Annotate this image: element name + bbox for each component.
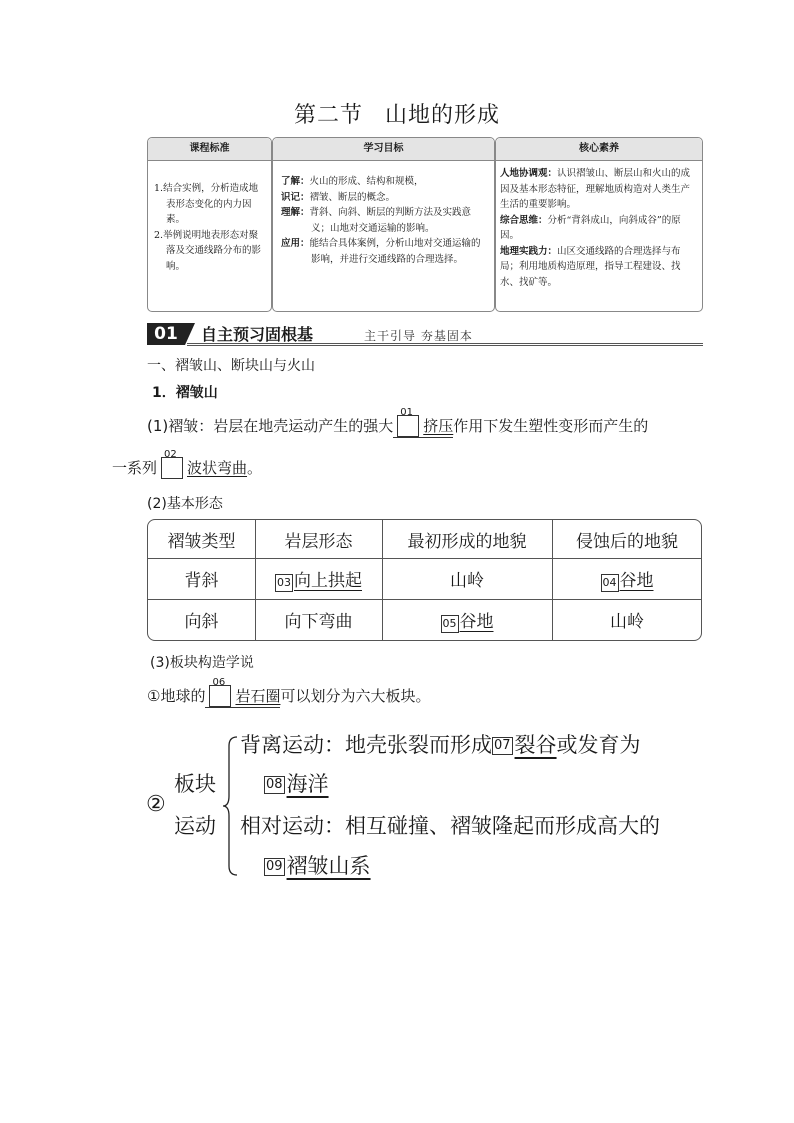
- core-literacy-header: 核心素养: [496, 138, 702, 161]
- course-standard-header: 课程标准: [148, 138, 271, 161]
- header-rock-form: 岩层形态: [284, 531, 353, 552]
- goal-item: 理解：背斜、向斜、断层的判断方法及实践意义；山地对交通运输的影响。: [281, 207, 472, 234]
- title-topic: 山地的形成: [385, 103, 501, 128]
- header-initial-landform: 最初形成的地貌: [407, 531, 527, 552]
- section-heading: 一、褶皱山、断块山与火山: [147, 358, 315, 374]
- brace-icon: [222, 736, 238, 876]
- divergent-line: 背离运动：地壳张裂而形成 07 裂谷或发育为: [240, 733, 641, 757]
- cell-syncline: 向斜: [184, 612, 219, 632]
- cell-syncline-initial: 05 谷地: [442, 611, 494, 632]
- plate-theory-label: (3)板块构造学说: [150, 655, 254, 671]
- cell-syncline-form: 向下弯曲: [284, 612, 353, 632]
- blank-01: 01: [397, 415, 419, 437]
- literacy-item: 人地协调观：认识褶皱山、断层山和火山的成因及基本形态特征，理解地质构造对人类生产生活的重要影响。: [500, 168, 691, 210]
- core-literacy-column: [495, 137, 703, 312]
- goal-item: 了解：火山的形成、结构和规模，: [281, 176, 424, 187]
- goal-item: 应用：能结合具体案例，分析山地对交通运输的影响，并进行交通线路的合理选择。: [281, 238, 481, 265]
- course-standard-column: [147, 137, 272, 312]
- cell-anticline-form: 03 向上拱起: [277, 570, 362, 591]
- convergent-line-2: 09 褶皱山系: [266, 854, 371, 878]
- page-title: [0, 98, 794, 129]
- convergent-line: 相对运动：相互碰撞、褶皱隆起而形成高大的: [240, 814, 660, 838]
- header-fold-type: 褶皱类型: [167, 531, 236, 552]
- fold-definition-line1: (1)褶皱：岩层在地壳运动产生的强大 01 挤压作用下发生塑性变形而产生的: [147, 415, 648, 438]
- banner-title: 自主预习固根基: [201, 325, 314, 344]
- blank-06: 06: [209, 685, 231, 707]
- learning-goal-column: [272, 137, 495, 312]
- goal-item: 识记：褶皱、断层的概念。: [281, 191, 396, 203]
- banner-subtitle: 主干引导 夯基固本: [364, 329, 473, 343]
- standards-table: [147, 137, 703, 312]
- banner-number: 01: [147, 323, 185, 345]
- course-item: 1.结合实例，分析造成地表形态变化的内力因素。: [154, 183, 259, 225]
- cell-anticline-initial: 山岭: [450, 571, 484, 591]
- fold-definition-line2: 一系列 02 波状弯曲。: [112, 449, 263, 477]
- title-section: 第二节: [293, 103, 363, 128]
- cell-anticline: 背斜: [184, 571, 219, 591]
- learning-goal-header: 学习目标: [273, 138, 494, 161]
- fold-table: [147, 519, 702, 641]
- circle-number: ②: [146, 792, 166, 817]
- literacy-item: 综合思维：分析“背斜成山，向斜成谷”的原因。: [500, 214, 681, 241]
- subsection-heading: 1．褶皱山: [152, 385, 218, 401]
- course-item: 2.举例说明地表形态对聚落及交通线路分布的影响。: [154, 229, 262, 272]
- blank-02: 02: [161, 457, 183, 479]
- section-banner: [147, 321, 703, 347]
- plate-theory-line1: ①地球的 06 岩石圈可以划分为六大板块。: [147, 685, 430, 708]
- basic-form-label: (2)基本形态: [147, 496, 223, 512]
- divergent-line-2: 08 海洋: [266, 772, 329, 796]
- cell-anticline-eroded: 04 谷地: [602, 570, 654, 591]
- plate-label-2: 运动: [174, 814, 216, 838]
- cell-syncline-eroded: 山岭: [610, 612, 644, 632]
- plate-label-1: 板块: [174, 772, 216, 796]
- header-eroded-landform: 侵蚀后的地貌: [576, 531, 678, 552]
- literacy-item: 地理实践力：山区交通线路的合理选择与布局；利用地质构造原理，指导工程建设、找水、找矿等。: [500, 245, 681, 288]
